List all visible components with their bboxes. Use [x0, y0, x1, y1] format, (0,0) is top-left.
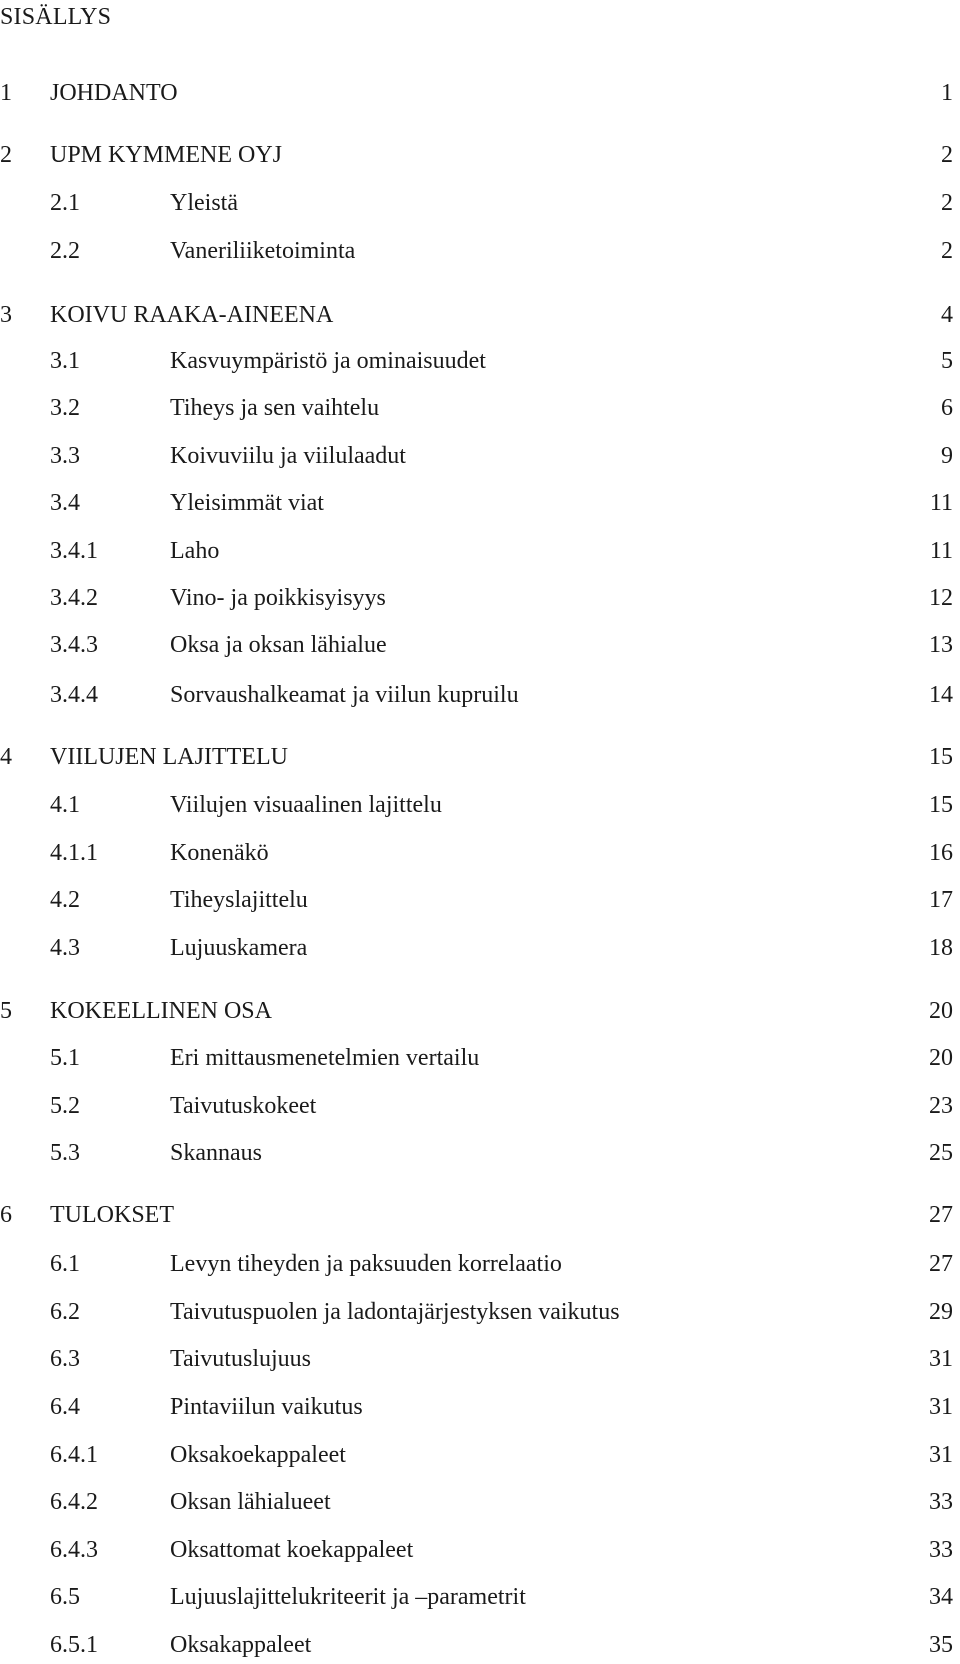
toc-entry-title: TULOKSET [50, 1202, 174, 1228]
toc-chapter-entry [0, 741, 960, 773]
toc-section-entry [0, 1391, 960, 1423]
toc-entry-number: 6.5.1 [50, 1632, 98, 1658]
toc-entry-number: 5.3 [50, 1140, 80, 1166]
toc-entry-number: 6.1 [50, 1251, 80, 1277]
toc-chapter-entry [0, 995, 960, 1027]
toc-entry-title: Vino- ja poikkisyisyys [170, 585, 386, 611]
toc-entry-page: 14 [929, 682, 953, 708]
toc-chapter-entry [0, 139, 960, 171]
toc-entry-title: Taivutuspuolen ja ladontajärjestyksen vaikutus [170, 1299, 620, 1325]
toc-section-entry [0, 1137, 960, 1169]
toc-entry-title: Oksakoekappaleet [170, 1442, 346, 1468]
toc-entry-page: 23 [929, 1093, 953, 1119]
toc-section-entry [0, 535, 960, 567]
toc-entry-title: Kasvuympäristö ja ominaisuudet [170, 348, 486, 374]
toc-section-entry [0, 440, 960, 472]
toc-entry-number: 4.2 [50, 887, 80, 913]
toc-entry-title: Konenäkö [170, 840, 269, 866]
toc-section-entry [0, 1486, 960, 1518]
toc-entry-title: Skannaus [170, 1140, 262, 1166]
toc-entry-title: Oksattomat koekappaleet [170, 1537, 414, 1563]
toc-chapter-entry [0, 299, 960, 331]
toc-section-entry [0, 629, 960, 661]
toc-section-entry [0, 1343, 960, 1375]
toc-section-entry [0, 932, 960, 964]
toc-entry-title: KOIVU RAAKA-AINEENA [50, 302, 334, 328]
toc-section-entry [0, 1439, 960, 1471]
page-title: SISÄLLYS [0, 4, 112, 30]
toc-entry-page: 16 [929, 840, 953, 866]
toc-entry-page: 25 [929, 1140, 953, 1166]
toc-entry-number: 1 [0, 80, 12, 106]
toc-entry-number: 6.4.2 [50, 1489, 98, 1515]
toc-chapter-entry [0, 1199, 960, 1231]
toc-entry-number: 6.4 [50, 1394, 80, 1420]
toc-entry-title: Yleisimmät viat [170, 490, 324, 516]
toc-entry-number: 5.1 [50, 1045, 80, 1071]
toc-entry-number: 4.1 [50, 792, 80, 818]
toc-entry-title: Viilujen visuaalinen lajittelu [170, 792, 442, 818]
toc-entry-title: Tiheys ja sen vaihtelu [170, 395, 380, 421]
toc-entry-number: 4 [0, 744, 12, 770]
toc-section-entry [0, 392, 960, 424]
toc-entry-page: 27 [929, 1202, 953, 1228]
toc-entry-page: 34 [929, 1584, 953, 1610]
toc-entry-number: 3.4.2 [50, 585, 98, 611]
toc-entry-page: 6 [941, 395, 953, 421]
toc-entry-number: 3.4.4 [50, 682, 98, 708]
toc-entry-title: Taivutuslujuus [170, 1346, 311, 1372]
toc-entry-title: Oksan lähialueet [170, 1489, 331, 1515]
toc-entry-title: Taivutuskokeet [170, 1093, 317, 1119]
toc-section-entry [0, 1581, 960, 1613]
toc-entry-page: 29 [929, 1299, 953, 1325]
toc-entry-title: KOKEELLINEN OSA [50, 998, 272, 1024]
toc-entry-title: JOHDANTO [50, 80, 178, 106]
toc-entry-page: 2 [941, 238, 953, 264]
toc-entry-title: Sorvaushalkeamat ja viilun kupruilu [170, 682, 519, 708]
toc-entry-title: Lujuuskamera [170, 935, 308, 961]
toc-section-entry [0, 884, 960, 916]
toc-entry-number: 6.4.3 [50, 1537, 98, 1563]
toc-entry-number: 6 [0, 1202, 12, 1228]
toc-entry-number: 3 [0, 302, 12, 328]
toc-entry-page: 33 [929, 1537, 953, 1563]
toc-entry-title: Koivuviilu ja viilulaadut [170, 443, 406, 469]
toc-entry-number: 3.3 [50, 443, 80, 469]
toc-entry-page: 17 [929, 887, 953, 913]
toc-entry-page: 31 [929, 1442, 953, 1468]
toc-section-entry [0, 1248, 960, 1280]
toc-entry-title: Levyn tiheyden ja paksuuden korrelaatio [170, 1251, 562, 1277]
toc-entry-number: 2.2 [50, 238, 80, 264]
toc-entry-page: 11 [929, 490, 953, 516]
toc-chapter-entry [0, 77, 960, 109]
toc-entry-title: Laho [170, 538, 220, 564]
toc-entry-title: Eri mittausmenetelmien vertailu [170, 1045, 480, 1071]
toc-section-entry [0, 187, 960, 219]
toc-entry-title: Oksakappaleet [170, 1632, 312, 1658]
toc-section-entry [0, 837, 960, 869]
toc-section-entry [0, 1090, 960, 1122]
toc-entry-page: 33 [929, 1489, 953, 1515]
toc-entry-title: UPM KYMMENE OYJ [50, 142, 283, 168]
toc-entry-page: 13 [929, 632, 953, 658]
toc-entry-title: Oksa ja oksan lähialue [170, 632, 387, 658]
toc-entry-number: 2 [0, 142, 12, 168]
toc-entry-title: Lujuuslajittelukriteerit ja –parametrit [170, 1584, 526, 1610]
toc-entry-page: 15 [929, 744, 953, 770]
toc-entry-page: 5 [941, 348, 953, 374]
toc-entry-page: 18 [929, 935, 953, 961]
toc-entry-title: Tiheyslajittelu [170, 887, 308, 913]
toc-entry-page: 2 [941, 190, 953, 216]
toc-entry-page: 35 [929, 1632, 953, 1658]
toc-entry-page: 1 [941, 80, 953, 106]
toc-section-entry [0, 582, 960, 614]
toc-entry-number: 6.2 [50, 1299, 80, 1325]
toc-entry-number: 4.3 [50, 935, 80, 961]
toc-entry-number: 2.1 [50, 190, 80, 216]
toc-section-entry [0, 1629, 960, 1661]
toc-section-entry [0, 1534, 960, 1566]
toc-entry-number: 5.2 [50, 1093, 80, 1119]
toc-section-entry [0, 789, 960, 821]
toc-entry-number: 4.1.1 [50, 840, 98, 866]
toc-entry-page: 20 [929, 1045, 953, 1071]
toc-entry-number: 3.1 [50, 348, 80, 374]
toc-entry-page: 31 [929, 1346, 953, 1372]
toc-entry-title: VIILUJEN LAJITTELU [50, 744, 288, 770]
toc-section-entry [0, 1042, 960, 1074]
toc-entry-page: 20 [929, 998, 953, 1024]
toc-entry-number: 6.4.1 [50, 1442, 98, 1468]
toc-entry-page: 15 [929, 792, 953, 818]
toc-entry-number: 3.2 [50, 395, 80, 421]
toc-section-entry [0, 345, 960, 377]
toc-section-entry [0, 487, 960, 519]
toc-entry-page: 2 [941, 142, 953, 168]
toc-entry-title: Yleistä [170, 190, 238, 216]
toc-section-entry [0, 235, 960, 267]
toc-entry-number: 5 [0, 998, 12, 1024]
toc-entry-page: 4 [941, 302, 953, 328]
toc-entry-number: 6.5 [50, 1584, 80, 1610]
toc-entry-number: 3.4 [50, 490, 80, 516]
toc-section-entry [0, 1296, 960, 1328]
toc-entry-title: Vaneriliiketoiminta [170, 238, 356, 264]
toc-entry-title: Pintaviilun vaikutus [170, 1394, 363, 1420]
toc-entry-page: 11 [929, 538, 953, 564]
toc-entry-page: 12 [929, 585, 953, 611]
toc-entry-number: 3.4.3 [50, 632, 98, 658]
toc-section-entry [0, 679, 960, 711]
toc-entry-page: 9 [941, 443, 953, 469]
toc-entry-number: 3.4.1 [50, 538, 98, 564]
toc-entry-page: 27 [929, 1251, 953, 1277]
toc-entry-page: 31 [929, 1394, 953, 1420]
toc-entry-number: 6.3 [50, 1346, 80, 1372]
